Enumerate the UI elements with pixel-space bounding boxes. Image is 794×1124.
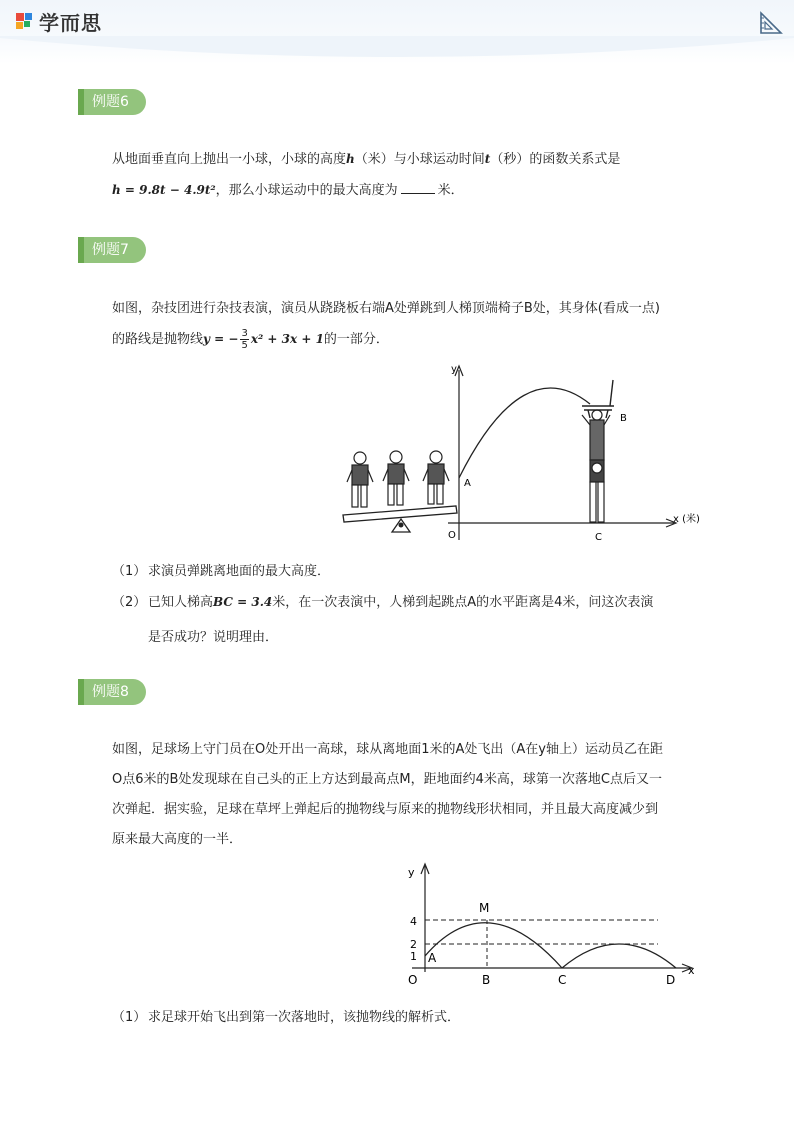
ladder-height-formula: BC = 3.4 bbox=[213, 595, 273, 609]
ruler-triangle-icon bbox=[758, 10, 784, 36]
acrobat-figure bbox=[338, 360, 718, 550]
origin-label: O bbox=[448, 530, 456, 541]
performer-3 bbox=[423, 451, 449, 504]
tick-1: 1 bbox=[410, 950, 417, 963]
example-7-question-1 bbox=[112, 562, 330, 582]
example-8-line-4: 原来最大高度的一半． bbox=[112, 832, 243, 847]
example-7-question-2 bbox=[112, 592, 653, 613]
example-8-tag: 例题8 bbox=[78, 679, 146, 705]
tick-4: 4 bbox=[410, 915, 417, 928]
example-7-text bbox=[112, 294, 712, 355]
brand-name: 学而思 bbox=[39, 10, 102, 35]
football-figure bbox=[400, 860, 710, 990]
point-a-label: A bbox=[428, 951, 437, 965]
point-b-label: B bbox=[482, 973, 491, 987]
example-8-line-2: O点6米的B处发现球在自己头的正上方达到最高点M，距地面约4米高，球第一次落地C点后又一 bbox=[112, 772, 662, 787]
first-parabola bbox=[425, 923, 562, 968]
question-number: （1） bbox=[112, 1010, 147, 1025]
brand-logo bbox=[14, 8, 102, 34]
performer-1 bbox=[347, 452, 373, 507]
second-parabola bbox=[562, 944, 676, 968]
human-ladder bbox=[582, 410, 610, 522]
question-number: （1） bbox=[112, 564, 147, 579]
question-text: 求演员弹跳离地面的最大高度． bbox=[148, 564, 331, 579]
tick-2: 2 bbox=[410, 938, 417, 951]
example-8-question-1 bbox=[112, 1008, 460, 1028]
question-text: 求足球开始飞出到第一次落地时，该抛物线的解析式． bbox=[148, 1010, 461, 1025]
fraction bbox=[240, 328, 248, 351]
point-d-label: D bbox=[666, 973, 676, 987]
y-axis-label: y bbox=[408, 866, 415, 879]
pivot-pin bbox=[399, 523, 404, 528]
formula-rhs: x² + 3x + 1 bbox=[250, 332, 324, 346]
text: 的路线是抛物线 bbox=[112, 332, 204, 347]
example-8-line-3: 次弹起．据实验，足球在草坪上弹起后的抛物线与原来的抛物线形状相同，并且最大高度减少到 bbox=[112, 802, 659, 817]
example-8-text bbox=[112, 735, 712, 855]
example-8-line-1: 如图，足球场上守门员在O处开出一高球，球从离地面1米的A处飞出（A在y轴上）运动员乙在距 bbox=[112, 742, 663, 757]
var-t: t bbox=[484, 152, 491, 166]
fraction-numerator: 3 bbox=[241, 328, 248, 339]
jump-parabola bbox=[459, 388, 590, 478]
text: 米． bbox=[437, 183, 464, 198]
point-c-label: C bbox=[558, 973, 567, 987]
example-7-line-2 bbox=[112, 324, 712, 355]
question-text: 米，在一次表演中，人梯到起跳点A的水平距离是4米，问这次表演 bbox=[272, 595, 654, 610]
answer-blank[interactable] bbox=[401, 181, 435, 194]
y-axis-label: y bbox=[451, 364, 457, 375]
example-6-tag: 例题6 bbox=[78, 89, 146, 115]
logo-icon bbox=[14, 10, 36, 32]
example-7-line-1: 如图，杂技团进行杂技表演，演员从跷跷板右端A处弹跳到人梯顶端椅子B处，其身体(看成一点) bbox=[112, 301, 660, 316]
question-number: （2） bbox=[112, 595, 147, 610]
text: ，那么小球运动中的最大高度为 bbox=[215, 183, 398, 198]
point-a-label: A bbox=[464, 478, 471, 489]
var-h: h bbox=[346, 152, 355, 166]
formula-lhs: y = − bbox=[203, 332, 239, 346]
text: （米）与小球运动时间 bbox=[354, 152, 485, 167]
text: 的一部分． bbox=[323, 332, 389, 347]
example-6-line-2 bbox=[112, 175, 712, 206]
text: 从地面垂直向上抛出一小球，小球的高度 bbox=[112, 152, 347, 167]
example-7-tag: 例题7 bbox=[78, 237, 146, 263]
point-m-label: M bbox=[479, 901, 490, 915]
header-wave bbox=[0, 36, 794, 76]
text: （秒）的函数关系式是 bbox=[490, 152, 621, 167]
point-b-label: B bbox=[620, 413, 627, 424]
example-7-question-2-continued: 是否成功？说明理由． bbox=[148, 630, 279, 645]
x-axis-label: x (米) bbox=[673, 514, 700, 525]
x-axis-label: x bbox=[688, 964, 695, 977]
performer-2 bbox=[383, 451, 409, 505]
point-c-label: C bbox=[595, 532, 602, 543]
height-formula: h = 9.8t − 4.9t² bbox=[112, 183, 216, 197]
example-6-text bbox=[112, 144, 712, 206]
question-text: 已知人梯高 bbox=[148, 595, 214, 610]
example-6-line-1 bbox=[112, 144, 712, 175]
fraction-denominator: 5 bbox=[241, 340, 248, 351]
origin-label: O bbox=[408, 973, 418, 987]
